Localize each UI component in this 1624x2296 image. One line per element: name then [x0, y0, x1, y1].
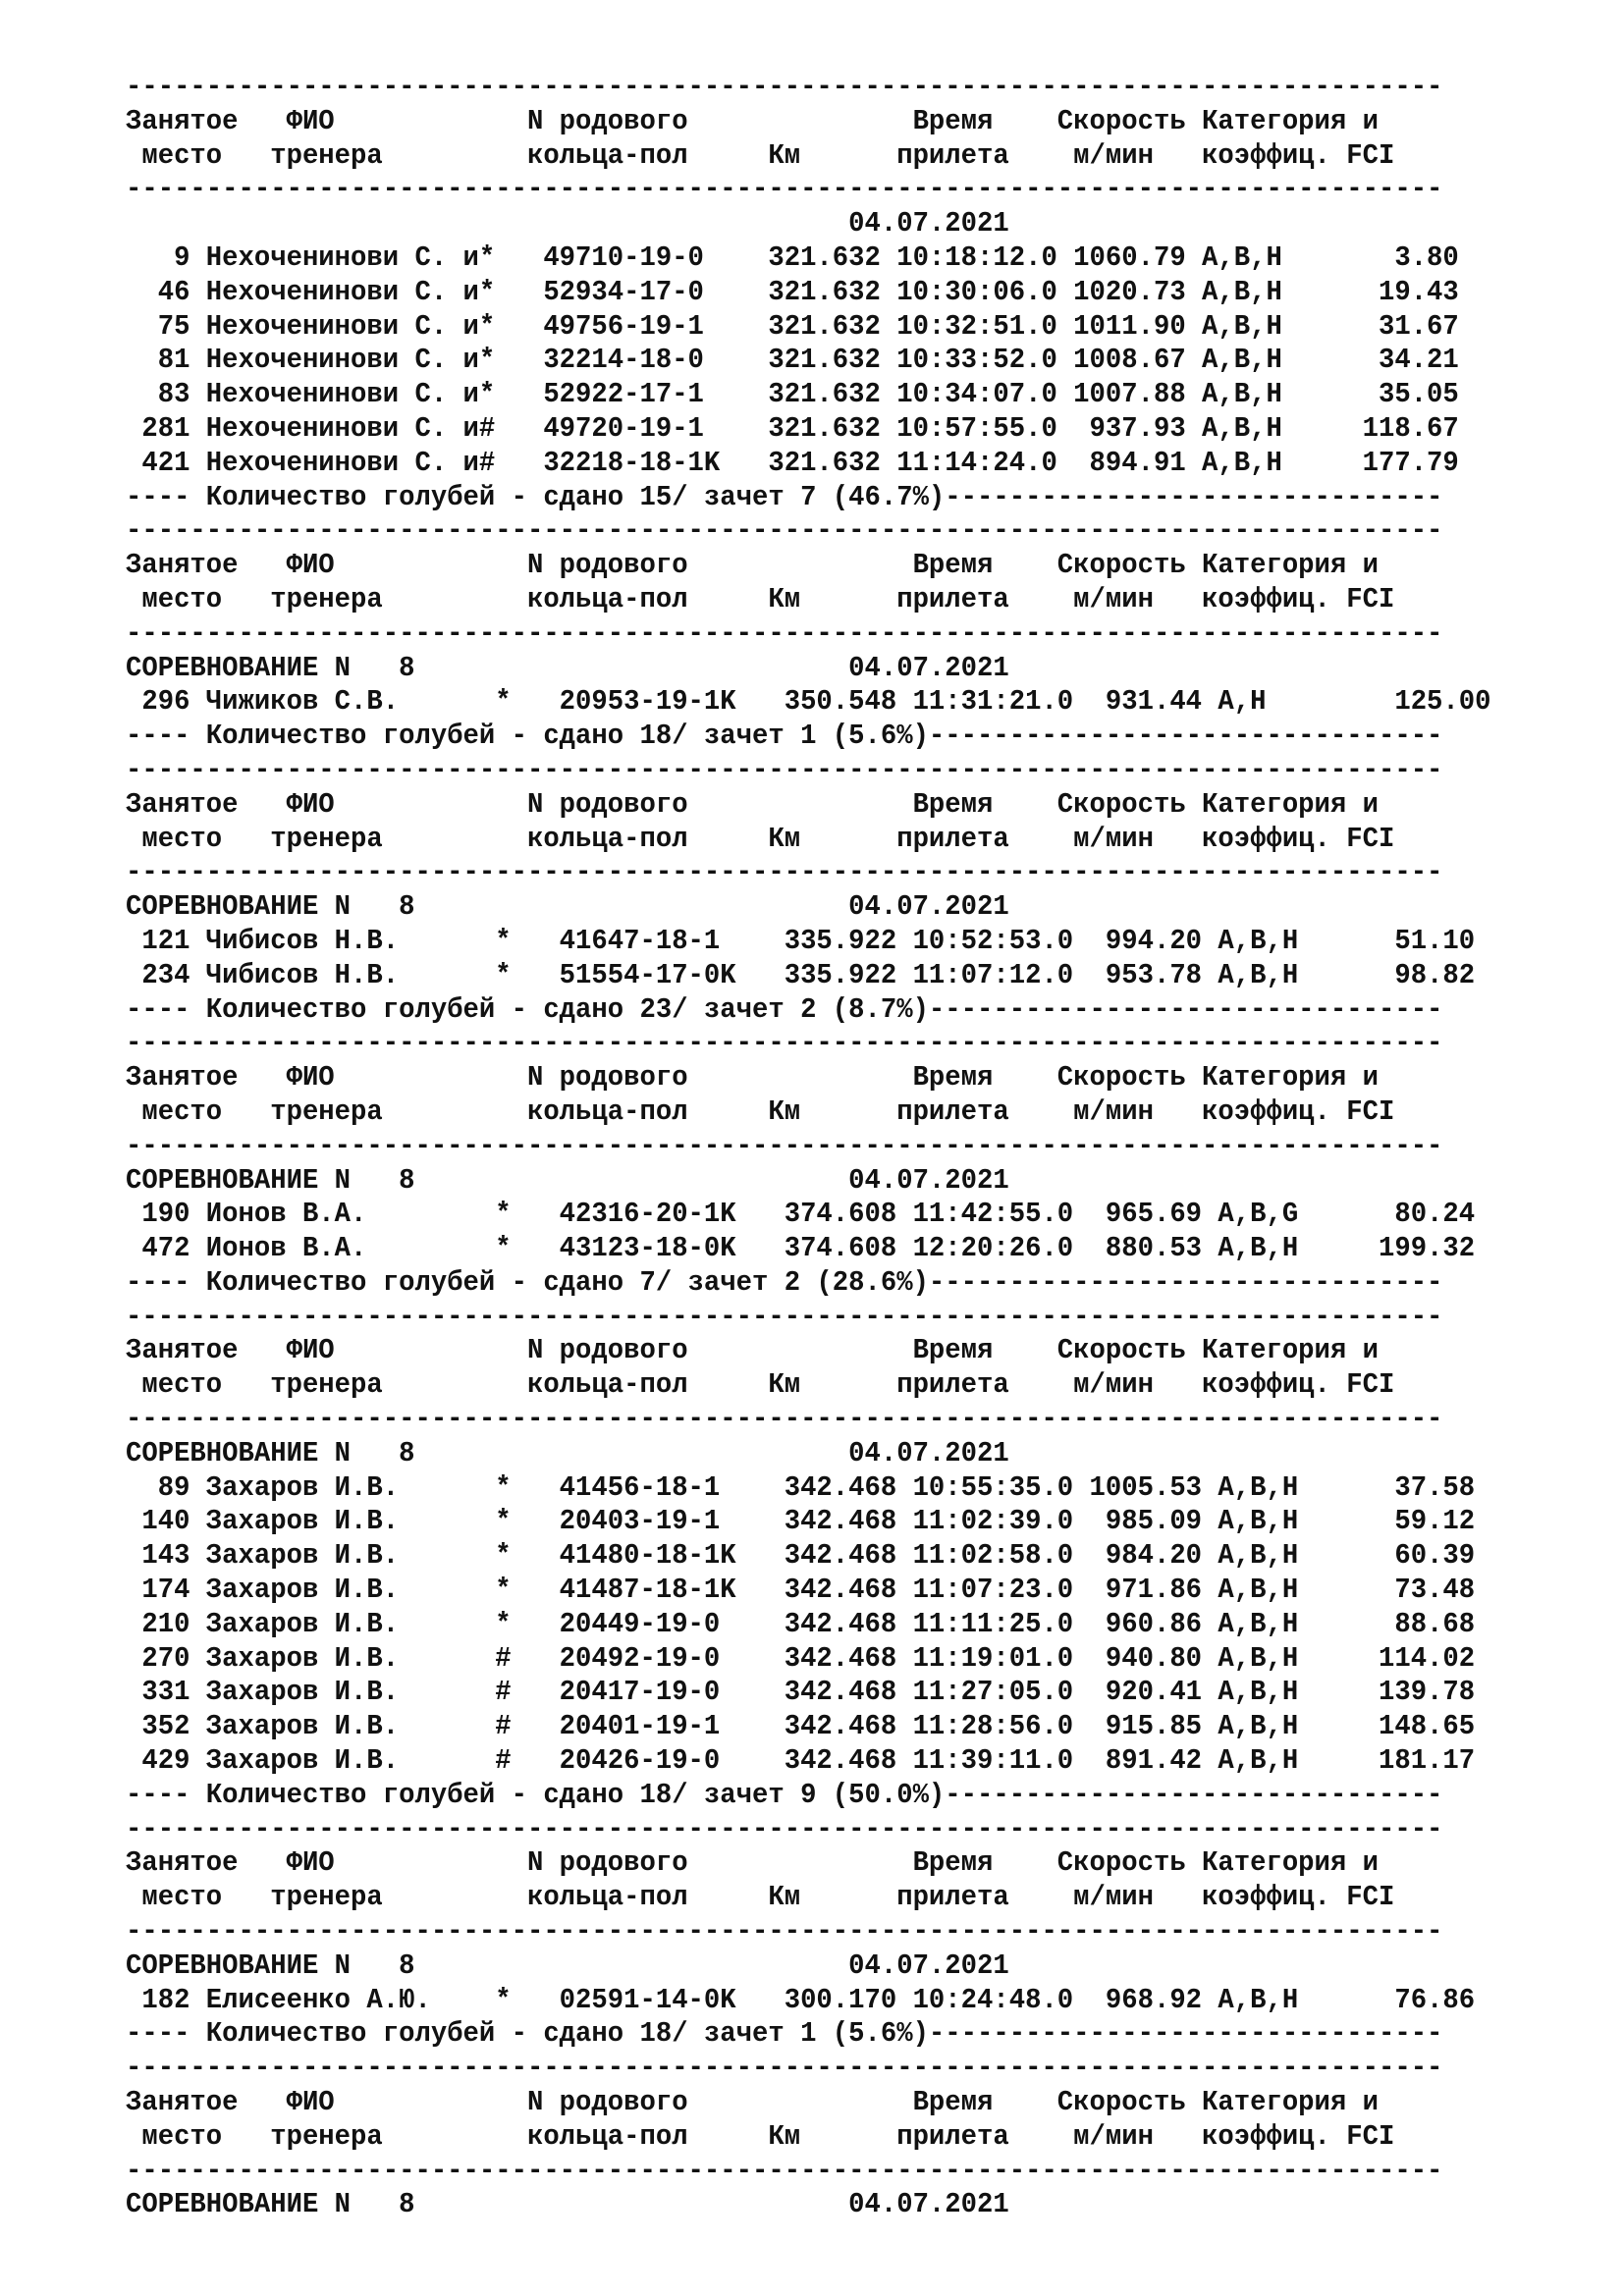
result-row: 46 Нехоченинови С. и* 52934-17-0 321.632 10:30:06.0 1020.73 A,B,H 19.43 [126, 275, 1459, 308]
result-row: 270 Захаров И.В. # 20492-19-0 342.468 11:19:01.0 940.80 A,B,H 114.02 [126, 1641, 1476, 1675]
result-row: 234 Чибисов Н.В. * 51554-17-0K 335.922 11:07:12.0 953.78 A,B,H 98.82 [126, 958, 1476, 991]
result-row: 83 Нехоченинови С. и* 52922-17-1 321.632 10:34:07.0 1007.88 A,B,H 35.05 [126, 378, 1459, 411]
result-row: 143 Захаров И.В. * 41480-18-1K 342.468 11:02:58.0 984.20 A,B,H 60.39 [126, 1539, 1476, 1573]
result-row: 121 Чибисов Н.В. * 41647-18-1 335.922 10:52:53.0 994.20 A,B,H 51.10 [126, 924, 1476, 957]
competition-line: СОРЕВНОВАНИЕ N 8 04.07.2021 [126, 890, 1009, 924]
result-row: 210 Захаров И.В. * 20449-19-0 342.468 11:11:25.0 960.86 A,B,H 88.68 [126, 1607, 1476, 1640]
separator-line: ---------------------------------------------------------------------------------- [126, 1812, 1443, 1845]
column-header-line-1: Занятое ФИО N родового Время Скорость Категория и [126, 1846, 1379, 1880]
summary-line: ---- Количество голубей - сдано 15/ зачет 7 (46.7%)------------------------------- [126, 480, 1443, 513]
result-row: 190 Ионов В.А. * 42316-20-1K 374.608 11:42:55.0 965.69 A,B,G 80.24 [126, 1198, 1476, 1231]
column-header-line-2: место тренера кольца-пол Км прилета м/мин коэффиц. FCI [126, 1368, 1395, 1402]
separator-line: ---------------------------------------------------------------------------------- [126, 1300, 1443, 1333]
column-header-line-2: место тренера кольца-пол Км прилета м/мин коэффиц. FCI [126, 1881, 1395, 1914]
result-row: 472 Ионов В.А. * 43123-18-0K 374.608 12:20:26.0 880.53 A,B,H 199.32 [126, 1232, 1476, 1265]
summary-line: ---- Количество голубей - сдано 23/ зачет 2 (8.7%)-------------------------------- [126, 992, 1443, 1026]
competition-line: СОРЕВНОВАНИЕ N 8 04.07.2021 [126, 651, 1009, 684]
column-header-line-2: место тренера кольца-пол Км прилета м/мин коэффиц. FCI [126, 822, 1395, 855]
result-row: 331 Захаров И.В. # 20417-19-0 342.468 11:27:05.0 920.41 A,B,H 139.78 [126, 1676, 1476, 1709]
separator-line: ---------------------------------------------------------------------------------- [126, 856, 1443, 889]
summary-line: ---- Количество голубей - сдано 7/ зачет 2 (28.6%)-------------------------------- [126, 1265, 1443, 1299]
column-header-line-1: Занятое ФИО N родового Время Скорость Категория и [126, 1334, 1379, 1367]
separator-line: ---------------------------------------------------------------------------------- [126, 2154, 1443, 2187]
result-row: 89 Захаров И.В. * 41456-18-1 342.468 10:55:35.0 1005.53 A,B,H 37.58 [126, 1470, 1476, 1504]
competition-line: СОРЕВНОВАНИЕ N 8 04.07.2021 [126, 1163, 1009, 1197]
result-row: 421 Нехоченинови С. и# 32218-18-1K 321.632 11:14:24.0 894.91 A,B,H 177.79 [126, 446, 1459, 479]
competition-line: 04.07.2021 [126, 207, 1009, 240]
separator-line: ---------------------------------------------------------------------------------- [126, 753, 1443, 786]
summary-line: ---- Количество голубей - сдано 18/ зачет 1 (5.6%)-------------------------------- [126, 2017, 1443, 2051]
column-header-line-2: место тренера кольца-пол Км прилета м/мин коэффиц. FCI [126, 1095, 1395, 1128]
separator-line: ---------------------------------------------------------------------------------- [126, 1027, 1443, 1060]
separator-line: ---------------------------------------------------------------------------------- [126, 71, 1443, 103]
column-header-line-1: Занятое ФИО N родового Время Скорость Категория и [126, 787, 1379, 821]
column-header-line-1: Занятое ФИО N родового Время Скорость Категория и [126, 549, 1379, 582]
column-header-line-2: место тренера кольца-пол Км прилета м/мин коэффиц. FCI [126, 2119, 1395, 2153]
column-header-line-2: место тренера кольца-пол Км прилета м/мин коэффиц. FCI [126, 582, 1395, 615]
separator-line: ---------------------------------------------------------------------------------- [126, 1129, 1443, 1162]
summary-line: ---- Количество голубей - сдано 18/ зачет 9 (50.0%)------------------------------- [126, 1778, 1443, 1811]
summary-line: ---- Количество голубей - сдано 18/ зачет 1 (5.6%)-------------------------------- [126, 720, 1443, 753]
separator-line: ---------------------------------------------------------------------------------- [126, 1915, 1443, 1949]
results-printout [126, 71, 1510, 2222]
result-row: 429 Захаров И.В. # 20426-19-0 342.468 11:39:11.0 891.42 A,B,H 181.17 [126, 1744, 1476, 1778]
competition-line: СОРЕВНОВАНИЕ N 8 04.07.2021 [126, 1949, 1009, 1982]
separator-line: ---------------------------------------------------------------------------------- [126, 616, 1443, 650]
result-row: 9 Нехоченинови С. и* 49710-19-0 321.632 10:18:12.0 1060.79 A,B,H 3.80 [126, 240, 1459, 274]
column-header-line-1: Занятое ФИО N родового Время Скорость Категория и [126, 2086, 1379, 2119]
column-header-line-1: Занятое ФИО N родового Время Скорость Категория и [126, 104, 1379, 137]
column-header-line-1: Занятое ФИО N родового Время Скорость Категория и [126, 1061, 1379, 1095]
result-row: 352 Захаров И.В. # 20401-19-1 342.468 11:28:56.0 915.85 A,B,H 148.65 [126, 1710, 1476, 1743]
separator-line: ---------------------------------------------------------------------------------- [126, 173, 1443, 206]
result-row: 281 Нехоченинови С. и# 49720-19-1 321.632 10:57:55.0 937.93 A,B,H 118.67 [126, 411, 1459, 445]
separator-line: ---------------------------------------------------------------------------------- [126, 514, 1443, 548]
competition-line: СОРЕВНОВАНИЕ N 8 04.07.2021 [126, 2188, 1009, 2221]
result-row: 140 Захаров И.В. * 20403-19-1 342.468 11:02:39.0 985.09 A,B,H 59.12 [126, 1505, 1476, 1538]
result-row: 296 Чижиков С.В. * 20953-19-1K 350.548 11:31:21.0 931.44 A,H 125.00 [126, 685, 1491, 719]
separator-line: ---------------------------------------------------------------------------------- [126, 1403, 1443, 1436]
competition-line: СОРЕВНОВАНИЕ N 8 04.07.2021 [126, 1436, 1009, 1469]
result-row: 81 Нехоченинови С. и* 32214-18-0 321.632 10:33:52.0 1008.67 A,B,H 34.21 [126, 344, 1459, 377]
result-row: 174 Захаров И.В. * 41487-18-1K 342.468 11:07:23.0 971.86 A,B,H 73.48 [126, 1574, 1476, 1607]
result-row: 75 Нехоченинови С. и* 49756-19-1 321.632 10:32:51.0 1011.90 A,B,H 31.67 [126, 309, 1459, 343]
column-header-line-2: место тренера кольца-пол Км прилета м/мин коэффиц. FCI [126, 138, 1395, 172]
separator-line: ---------------------------------------------------------------------------------- [126, 2052, 1443, 2085]
result-row: 182 Елисеенко А.Ю. * 02591-14-0K 300.170 10:24:48.0 968.92 A,B,H 76.86 [126, 1983, 1476, 2016]
